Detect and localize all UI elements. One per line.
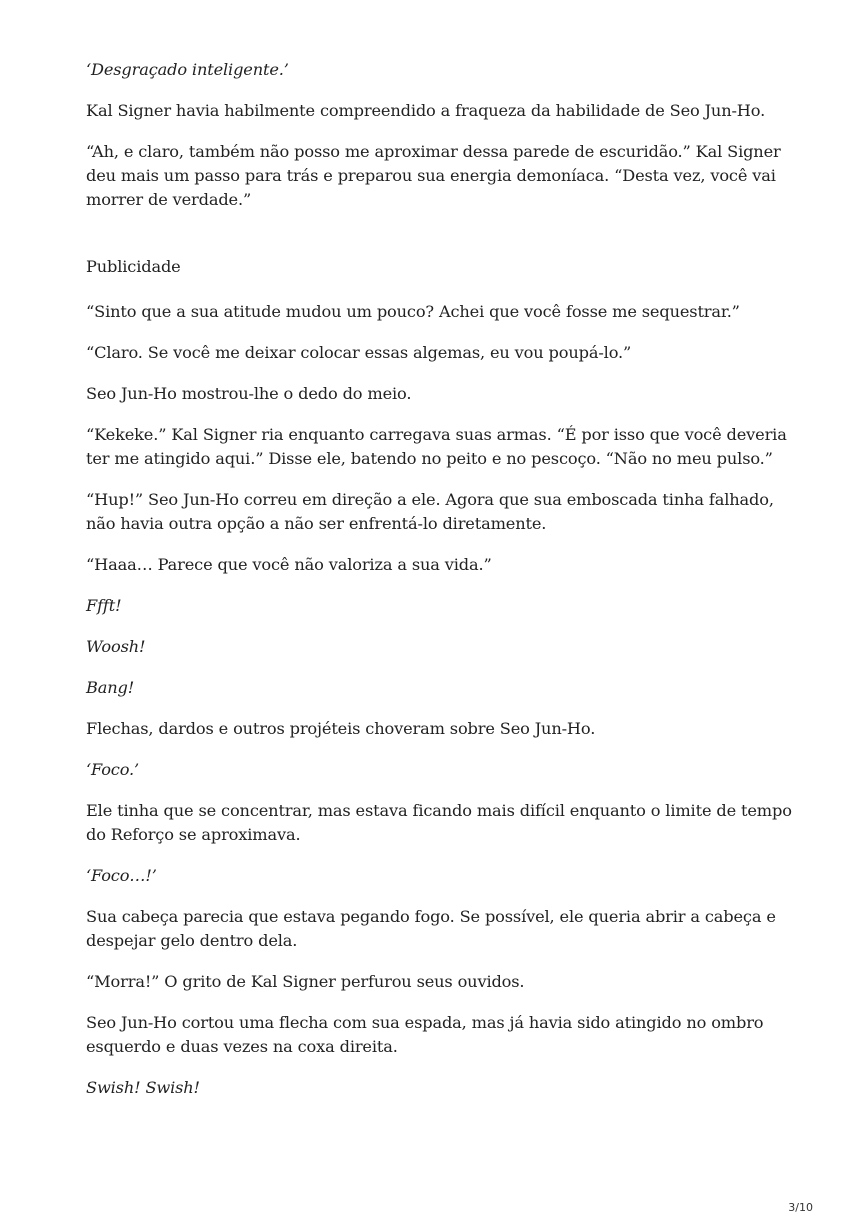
paragraph: “Sinto que a sua atitude mudou um pouco? Achei que você fosse me sequestrar.” [86, 302, 740, 321]
paragraph: Sua cabeça parecia que estava pegando fogo. Se possível, ele queria abrir a cabeça e despejar gelo dentro dela. [86, 907, 776, 950]
thought-line: ‘Foco…!’ [86, 866, 157, 885]
sound-effect: Ffft! [86, 596, 122, 615]
paragraph: “Ah, e claro, também não posso me aproximar dessa parede de escuridão.” Kal Signer deu mais um passo para trás e preparou sua energia demoníaca. “Desta vez, você vai morrer de verdade.” [86, 142, 781, 209]
page-number: 3/10 [788, 1201, 813, 1214]
paragraph: “Hup!” Seo Jun-Ho correu em direção a ele. Agora que sua emboscada tinha falhado, não havia outra opção a não ser enfrentá-lo diretamente. [86, 490, 774, 533]
paragraph: Kal Signer havia habilmente compreendido a fraqueza da habilidade de Seo Jun-Ho. [86, 101, 766, 120]
thought-line: ‘Foco.’ [86, 760, 140, 779]
paragraph: “Claro. Se você me deixar colocar essas algemas, eu vou poupá-lo.” [86, 343, 632, 362]
paragraph: ‘Desgraçado inteligente.’ [86, 60, 289, 79]
advertisement-label: Publicidade [86, 257, 181, 276]
paragraph: “Morra!” O grito de Kal Signer perfurou seus ouvidos. [86, 972, 525, 991]
document-body [86, 58, 806, 1117]
paragraph: Flechas, dardos e outros projéteis choveram sobre Seo Jun-Ho. [86, 719, 596, 738]
paragraph: “Haaa… Parece que você não valoriza a sua vida.” [86, 555, 492, 574]
paragraph: “Kekeke.” Kal Signer ria enquanto carregava suas armas. “É por isso que você deveria ter me atingido aqui.” Disse ele, batendo no peito e no pescoço. “Não no meu pulso.” [86, 425, 787, 468]
paragraph: Seo Jun-Ho cortou uma flecha com sua espada, mas já havia sido atingido no ombro esquerdo e duas vezes na coxa direita. [86, 1013, 764, 1056]
sound-effect: Swish! Swish! [86, 1078, 200, 1097]
sound-effect: Bang! [86, 678, 135, 697]
paragraph: Ele tinha que se concentrar, mas estava ficando mais difícil enquanto o limite de tempo do Reforço se aproximava. [86, 801, 792, 844]
sound-effect: Woosh! [86, 637, 146, 656]
paragraph: Seo Jun-Ho mostrou-lhe o dedo do meio. [86, 384, 412, 403]
